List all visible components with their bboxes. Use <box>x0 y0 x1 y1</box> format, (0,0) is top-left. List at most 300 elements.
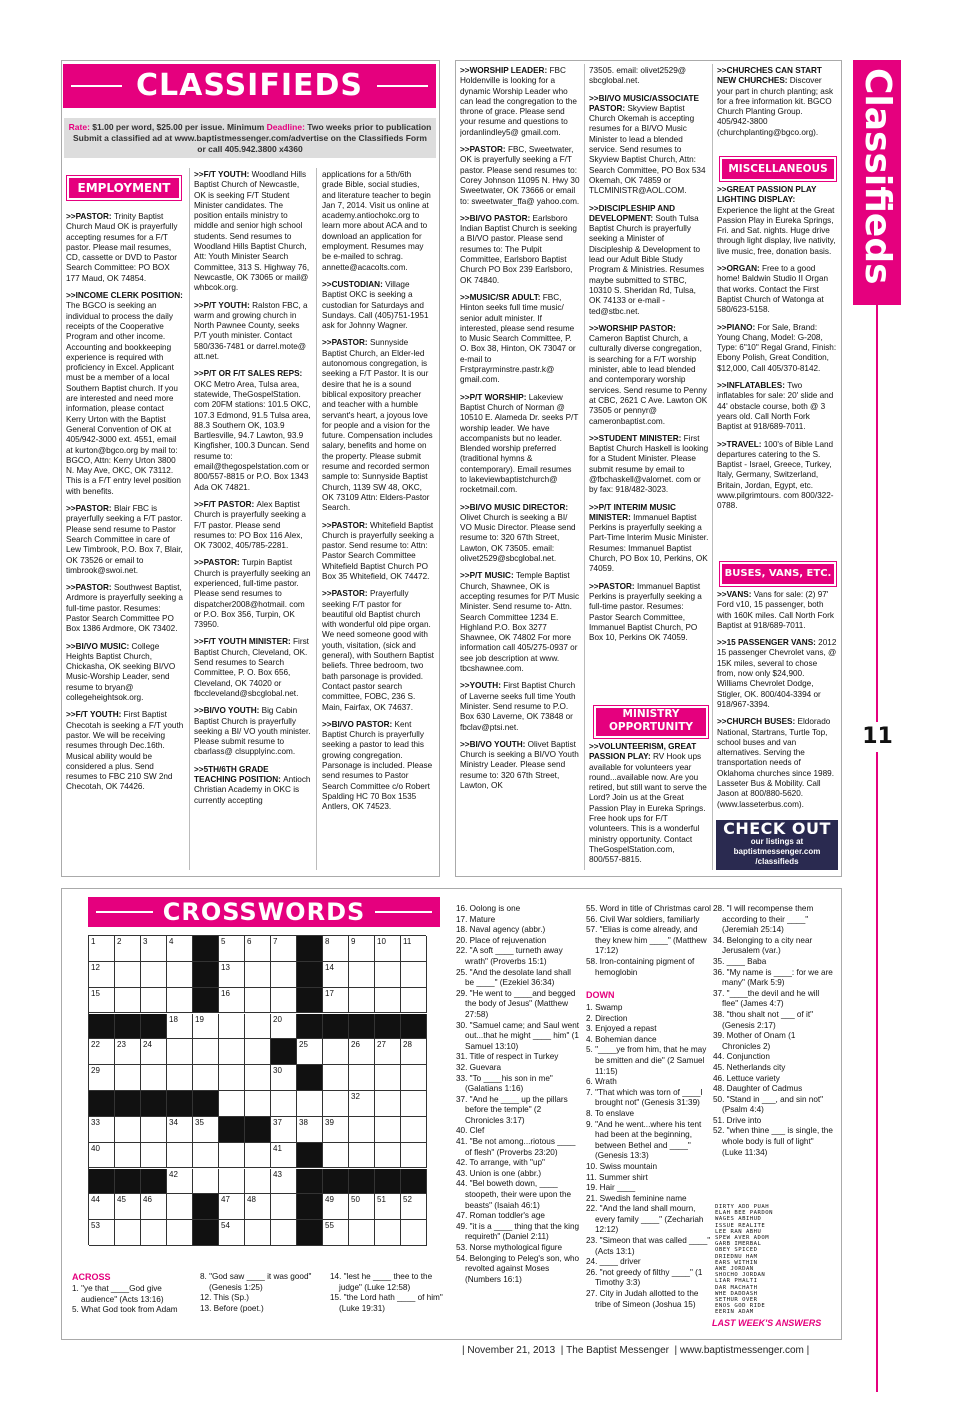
grid-cell[interactable]: 55 <box>323 1220 349 1246</box>
grid-cell[interactable] <box>245 1091 271 1117</box>
classified-ad <box>717 66 837 138</box>
clue: 27. City in Judah allotted to the tribe of Simeon (Joshua 15) <box>586 1289 699 1309</box>
ad-body: Eldorado National, Startrans, Turtle Top, school buses and van alternatives. Serving the transportation needs of Oklahoma churches since 1989. Lasseter Bus & Mobility. Call Jason at 800/880-5620. (www.lasseterbus.com). <box>717 717 834 809</box>
ad-body: Village Baptist OKC is seeking a custodian for Saturdays and Sundays. Call (405)751-1951 ask for Johnny Wagner. <box>322 279 429 331</box>
ad-heading: >>15 PASSENGER VANS: <box>717 638 819 648</box>
grid-cell[interactable]: 27 <box>375 1039 401 1065</box>
across-label: ACROSS <box>72 1272 111 1282</box>
ad-heading: >>YOUTH: <box>460 681 504 691</box>
grid-cell[interactable]: 16 <box>219 988 245 1014</box>
grid-cell[interactable] <box>141 962 167 988</box>
clue: 24. ____ driver <box>586 1257 641 1267</box>
answer-row: DRIEDNU HAM <box>715 1253 758 1260</box>
ad-heading: >>F/T YOUTH MINISTER: <box>194 637 294 647</box>
grid-cell[interactable] <box>349 1143 375 1169</box>
clue: 1. Swamp <box>586 1003 623 1012</box>
grid-cell[interactable] <box>245 1014 271 1040</box>
grid-cell[interactable]: 52 <box>401 1194 427 1220</box>
classified-ad <box>717 590 837 631</box>
clue: 14. "lest he ____ thee to the judge" (Luke 12:58) <box>330 1272 433 1292</box>
grid-cell[interactable]: 28 <box>401 1039 427 1065</box>
grid-cell[interactable] <box>245 962 271 988</box>
grid-cell[interactable] <box>141 1143 167 1169</box>
ad-body: FBC Holdenville is looking for a dynamic Worship Leader who can lead the congregation to the throne of grace. Please send your resume and questions to jordanlindley5@ gmail.com. <box>460 66 577 137</box>
ad-heading: >>PASTOR: <box>66 212 114 221</box>
answer-row: ISSUE REALITE <box>715 1222 766 1229</box>
miscellaneous-header: MISCELLANEOUS <box>720 157 836 181</box>
ad-body: 100's of Bible Land departures catering to the S. Baptist - Israel, Greece, Turkey, Italy, Germany, Switzerland, Britain, Jordan, Egypt, etc. www.pilgrimtours. com 800/322-0788. <box>717 439 834 511</box>
grid-block <box>297 962 323 988</box>
clue: 48. Daughter of Cadmus <box>713 1084 803 1094</box>
grid-cell[interactable] <box>323 1091 349 1117</box>
grid-cell[interactable] <box>271 1220 297 1246</box>
ad-body: Sunnyside Baptist Church, an Elder-led autonomous congregation, is seeking a F/T Pastor. It is our desire that he is a sound biblical expository preacher and teacher with a humble servant's heart, a joyous love for people and a vision for the future. Compensation includes salary, benefits and home on the property. Please submit resume and recorded sermon sample to: Sunnyside Baptist Church, 1139 SW 48, OKC, OK 73109 Attn: Elders-Pastor Search. <box>322 338 433 513</box>
ad-body: RV Hook ups available for volunteers year round...available now. Are you retired, but still want to serve the Lord? Join us at the Great Passion Play in Eureka Springs. Free hook ups for F/T volunteers. This is a wonderful ministry opportunity. Contact TheGospelStation.com, 800/557-8815. <box>589 752 707 865</box>
grid-block <box>297 1220 323 1246</box>
grid-cell[interactable] <box>245 1169 271 1195</box>
grid-block <box>349 1169 375 1195</box>
grid-cell[interactable] <box>167 988 193 1014</box>
grid-cell[interactable]: 15 <box>89 988 115 1014</box>
deadline-label: Deadline: <box>266 122 305 132</box>
grid-block <box>141 1169 167 1195</box>
grid-cell[interactable]: 18 <box>167 1014 193 1040</box>
grid-cell[interactable] <box>141 1220 167 1246</box>
clue: 44. Conjunction <box>713 1052 770 1062</box>
ad-body: Lakeview Baptist Church of Norman @ 10510 E. Alameda Dr. seeks P/T worship leader. We have accompanists but no leader. Blended worship preferred (traditional hymns & contemporary). Email resumes to lakeviewbaptistchurch@ rocketmail.com. <box>460 392 579 495</box>
ad-body: applications for a 5th/6th grade Bible, social studies, and literature teacher to begin Jan 7, 2014. Visit us online at academy.antiochokc.org to learn more about ACA and to download an application for employment. Resumes may be e-mailed to schrag. annette@acacolts.com. <box>322 170 431 272</box>
grid-cell[interactable] <box>401 1091 427 1117</box>
grid-cell[interactable]: 1 <box>89 936 115 962</box>
clue: 37. "And he ____ up the pillars before the temple" (2 Chronicles 3:17) <box>456 1094 568 1125</box>
ad-body: Kent Baptist Church is prayerfully seeking a pastor to lead this growing congregation. Parsonage is included. Please send resumes to Pastor Search Committee c/o Robert Spalding HC 70 Box 1535 Antlers, OK 74523. <box>322 719 433 812</box>
ad-heading: >>VOLUNTEERISM, GREAT PASSION PLAY: <box>589 742 697 762</box>
classified-ad <box>717 440 837 512</box>
grid-cell[interactable]: 30 <box>271 1065 297 1091</box>
grid-cell[interactable] <box>271 1091 297 1117</box>
grid-cell[interactable]: 47 <box>219 1194 245 1220</box>
down-label: DOWN <box>586 990 615 1000</box>
checkout-line3: /classifieds <box>755 857 799 866</box>
ad-body: Big Cabin Baptist Church is prayerfully seeking a BI/ VO youth minister. Please submit resume to cbarlass@ clsupplyinc.com. <box>194 706 311 757</box>
grid-cell[interactable]: 42 <box>167 1169 193 1195</box>
classified-ad <box>322 720 434 813</box>
grid-cell[interactable] <box>323 1065 349 1091</box>
grid-cell[interactable] <box>167 1143 193 1169</box>
classified-ad <box>589 434 709 496</box>
grid-block <box>297 988 323 1014</box>
grid-cell[interactable]: 39 <box>323 1117 349 1143</box>
grid-cell[interactable]: 10 <box>375 936 401 962</box>
grid-cell[interactable] <box>167 1039 193 1065</box>
classified-ad <box>194 765 312 806</box>
clue: 41. "Be not among...riotous ____ of flesh" (Proverbs 23:20) <box>456 1137 576 1157</box>
clue: 40. Clef <box>456 1126 485 1136</box>
clue: 54. Belonging to Peleg's son, who revolted against Moses (Numbers 16:1) <box>456 1253 580 1284</box>
grid-cell[interactable] <box>349 962 375 988</box>
grid-cell[interactable]: 48 <box>245 1194 271 1220</box>
grid-cell[interactable] <box>115 1143 141 1169</box>
grid-cell[interactable]: 33 <box>89 1117 115 1143</box>
classified-ad <box>589 503 709 575</box>
clue: 16. Oolong is one <box>456 904 521 913</box>
grid-cell[interactable]: 41 <box>271 1143 297 1169</box>
ad-heading: >>INFLATABLES: <box>717 381 788 391</box>
grid-cell[interactable]: 25 <box>297 1039 323 1065</box>
clue: 31. Title of respect in Turkey <box>456 1052 559 1062</box>
grid-cell[interactable] <box>245 1065 271 1091</box>
classified-ad <box>589 742 709 866</box>
answer-row: WHE DADDASH <box>715 1290 758 1297</box>
last-week-answers-grid <box>715 1204 827 1316</box>
grid-cell[interactable]: 5 <box>219 936 245 962</box>
grid-cell[interactable]: 12 <box>89 962 115 988</box>
grid-cell[interactable] <box>245 988 271 1014</box>
grid-block <box>193 1220 219 1246</box>
grid-block <box>89 1091 115 1117</box>
grid-cell[interactable]: 23 <box>115 1039 141 1065</box>
ad-heading: >>BI/VO PASTOR: <box>322 719 395 729</box>
grid-cell[interactable]: 43 <box>271 1169 297 1195</box>
classified-ad <box>194 558 312 630</box>
clue: 57. "Elias is come already, and they knew him ____" (Matthew 17:12) <box>586 925 707 956</box>
classified-ad <box>717 323 837 374</box>
clue: 32. Guevara <box>456 1062 502 1072</box>
clue: 8. "God saw ____ it was good" (Genesis 1:25) <box>200 1272 312 1292</box>
ad-heading: >>PASTOR: <box>194 558 242 568</box>
grid-cell[interactable]: 7 <box>271 936 297 962</box>
classified-ad <box>322 589 434 713</box>
grid-cell[interactable] <box>401 1065 427 1091</box>
ad-body: Immanuel Baptist Perkins is prayerfully seeking a full-time pastor. Resumes: Pastor Search Committee, Immanuel Baptist Church, PO Box 10, Perkins OK 74059. <box>589 581 702 643</box>
grid-cell[interactable]: 8 <box>323 936 349 962</box>
grid-cell[interactable] <box>167 1194 193 1220</box>
grid-cell[interactable]: 46 <box>141 1194 167 1220</box>
grid-cell[interactable]: 45 <box>115 1194 141 1220</box>
ad-heading: >>PASTOR: <box>322 520 370 530</box>
classified-column-6a <box>717 66 837 156</box>
ad-body: The BGCO is seeking an individual to process the daily receipts of the Cooperative Program and other income. Accounting and bookkeeping experience is required with proficiency in Excel. Applicant must be a member of a local Southern Baptist church. If you are interested and need more information, please contact Kerry Urton with the Baptist General Convention of OK at 405/942-3000 ext. 4551, email at kurton@bgco.org by mail to: BGCO, Attn: Kerry Urton 3800 N. May Ave, OKC, OK 73112. This is a F/T entry level position with benefits. <box>66 301 181 496</box>
classified-ad <box>66 710 184 792</box>
grid-cell[interactable]: 49 <box>323 1194 349 1220</box>
footer: | November 21, 2013 | The Baptist Messenger | www.baptistmessenger.com | <box>462 1345 810 1356</box>
grid-cell[interactable]: 3 <box>141 936 167 962</box>
grid-block <box>193 962 219 988</box>
ad-body: Southwest Baptist, Ardmore is prayerfully seeking a full-time pastor. Resumes: Pastor Search Committee PO Box 1386 Ardmore, OK 73402. <box>66 583 183 634</box>
grid-cell[interactable] <box>245 1143 271 1169</box>
grid-cell[interactable]: 37 <box>271 1117 297 1143</box>
grid-cell[interactable] <box>375 962 401 988</box>
clue: 52. "when thine ___ is single, the whole body is full of light" (Luke 11:34) <box>713 1126 833 1157</box>
checkout-line1: our listings at <box>750 837 804 846</box>
grid-cell[interactable] <box>219 1014 245 1040</box>
answer-row: DAR MACHATH <box>715 1284 758 1291</box>
grid-cell[interactable] <box>193 1039 219 1065</box>
ad-body: OKC Metro Area, Tulsa area, statewide, TheGospelStation. com 20FM stations: 101.5 OKC, 107.3 Edmond, 91.5 Tulsa area, 88.3 Southern OK, 103.9 Bartlesville, 94.7 Lawton, 93.9 Kingfisher, 100.3 Duncan. Send resume to: email@thegospelstation.com or 800/557-8815 or P.O. Box 1343 Ada OK 74821. <box>194 379 311 492</box>
ad-body: First Baptist Church of Laverne seeks full time Youth Minister. Send resume to P.O. Box 630 Laverne, OK 73848 or fbclav@ptsi.net. <box>460 681 576 732</box>
grid-cell[interactable] <box>401 962 427 988</box>
ad-body: College Heights Baptist Church, Chickasha, OK seeking BI/VO Music-Worship Leader, send resume to bryan@ collegeheightsok.org. <box>66 641 176 703</box>
grid-cell[interactable] <box>375 1091 401 1117</box>
ad-body: Whitefield Baptist Church is prayerfully seeking a pastor. Send resume to: Attn: Pastor Search Committee Whitefield Baptist Church PO Box 35 Whitefield, OK 74472. <box>322 520 434 581</box>
answer-row: SPEW AVER ADOM <box>715 1235 770 1242</box>
grid-cell[interactable]: 2 <box>115 936 141 962</box>
side-rule <box>876 305 878 735</box>
side-title: Classifieds <box>857 68 898 285</box>
grid-cell[interactable] <box>219 1039 245 1065</box>
classified-ad <box>66 291 184 497</box>
grid-cell[interactable] <box>115 1220 141 1246</box>
answer-row: EARS WITHIN <box>715 1259 758 1266</box>
grid-cell[interactable] <box>375 988 401 1014</box>
answer-row: OBEY SPICED <box>715 1247 758 1254</box>
clue-column-2a <box>586 904 711 978</box>
classified-ad <box>322 280 434 331</box>
classified-ad <box>66 642 184 704</box>
grid-cell[interactable]: 13 <box>219 962 245 988</box>
answer-row: ELAH BEE PARDON <box>715 1210 774 1217</box>
grid-cell[interactable]: 4 <box>167 936 193 962</box>
grid-cell[interactable] <box>271 988 297 1014</box>
answers-label: LAST WEEK'S ANSWERS <box>712 1318 822 1328</box>
clue-column-1 <box>456 904 581 1285</box>
clue: 38. "thou shalt not ___ of it" (Genesis 2:17) <box>713 1009 814 1030</box>
footer-paper: The Baptist Messenger <box>566 1345 669 1356</box>
ad-heading: >>PASTOR: <box>322 589 370 599</box>
clue: 37. "____the devil and he will flee" (James 4:7) <box>713 988 820 1009</box>
rate-box <box>64 118 436 158</box>
classified-ad <box>589 66 709 87</box>
grid-block <box>271 1039 297 1065</box>
clue: 10. Swiss mountain <box>586 1161 657 1171</box>
rate-line2: Submit a classified ad at www.baptistmessenger.com/advertise on the Classifieds Form <box>73 133 427 143</box>
clue: 20. Place of rejuvenation <box>456 935 547 945</box>
grid-cell[interactable] <box>115 988 141 1014</box>
ad-heading: >>CUSTODIAN: <box>322 279 386 289</box>
ad-body: Olivet Baptist Church is seeking a BI/VO Youth Ministry Leader. Please send resume to: 320 67th Street, Lawton, OK <box>460 739 579 790</box>
grid-cell[interactable] <box>323 1039 349 1065</box>
classified-ad <box>66 583 184 634</box>
clue: 18. Naval agency (abbr.) <box>456 925 546 935</box>
classified-ad <box>717 185 837 257</box>
grid-cell[interactable] <box>167 1065 193 1091</box>
grid-cell[interactable]: 11 <box>401 936 427 962</box>
grid-cell[interactable]: 35 <box>193 1117 219 1143</box>
grid-block <box>193 1091 219 1117</box>
ad-body: Immanuel Baptist Perkins is prayerfully seeking a Part-Time Interim Music Minister. Resumes: Immanuel Baptist Church, PO Box 10, Perkins, OK 74059. <box>589 512 709 574</box>
grid-cell[interactable] <box>115 1117 141 1143</box>
clue: 33. "To ____his son in me" (Galatians 1:16) <box>456 1073 553 1094</box>
grid-cell[interactable] <box>297 1091 323 1117</box>
ad-heading: >>DISCIPLESHIP AND DEVELOPMENT: <box>589 203 675 223</box>
classified-ad <box>460 145 580 207</box>
grid-cell[interactable] <box>349 1065 375 1091</box>
grid-cell[interactable] <box>349 988 375 1014</box>
grid-cell[interactable]: 51 <box>375 1194 401 1220</box>
ad-body: Temple Baptist Church, Shawnee, OK is accepting resumes for P/T Music Minister. Send resume to- Attn. Search Committee 1234 E. Highland P.O. Box 3277 Shawnee, OK 74802 For more information call 405/275-0937 or see job description at www. tbcshawnee.com. <box>460 571 580 674</box>
clue: 53. Norse mythological figure <box>456 1243 563 1252</box>
rate-label: Rate: <box>68 122 90 132</box>
grid-block <box>297 1194 323 1220</box>
grid-cell[interactable] <box>375 1143 401 1169</box>
grid-block <box>297 1169 323 1195</box>
ad-body: 73505. email: olivet2529@ sbcglobal.net. <box>589 66 687 86</box>
clue: 13. Before (poet.) <box>200 1303 264 1313</box>
grid-cell[interactable] <box>323 1143 349 1169</box>
ad-body: FBC, Hinton seeks full time music/ senior adult minister. If interested, please send resume to Music Search Committee, P. O. Box 38, Hinton, OK 73047 or e-mail to Frstprayrminstre.pastr.k@ gmail.com. <box>460 292 576 385</box>
ad-heading: >>P/T INTERIM MUSIC MINISTER: <box>589 502 676 522</box>
grid-cell[interactable] <box>245 1220 271 1246</box>
grid-cell[interactable]: 17 <box>323 988 349 1014</box>
grid-cell[interactable]: 50 <box>349 1194 375 1220</box>
footer-url[interactable]: www.baptistmessenger.com <box>679 1345 804 1356</box>
grid-cell[interactable] <box>193 1065 219 1091</box>
classified-column-2 <box>194 170 312 872</box>
classified-column-5 <box>589 66 709 702</box>
grid-cell[interactable] <box>375 1065 401 1091</box>
grid-block <box>323 1169 349 1195</box>
clue-column-3 <box>713 904 835 1158</box>
grid-cell[interactable]: 32 <box>349 1091 375 1117</box>
ad-heading: >>BI/VO YOUTH: <box>460 739 528 749</box>
ad-heading: >>PASTOR: <box>460 145 508 155</box>
grid-cell[interactable]: 53 <box>89 1220 115 1246</box>
answer-row: LIAR PHALTI <box>715 1278 758 1285</box>
column-rule <box>712 64 713 870</box>
grid-block <box>193 936 219 962</box>
ad-heading: >>5TH/6TH GRADE TEACHING POSITION: <box>194 764 284 785</box>
grid-cell[interactable] <box>141 988 167 1014</box>
classified-ad <box>717 264 837 315</box>
checkout-box[interactable] <box>716 820 838 870</box>
grid-cell[interactable] <box>401 1117 427 1143</box>
ad-heading: >>F/T PASTOR: <box>194 499 257 509</box>
clue: 7. "That which was torn of ____I brought not" (Genesis 31:39) <box>586 1087 703 1108</box>
grid-cell[interactable]: 38 <box>297 1117 323 1143</box>
grid-block <box>89 1014 115 1040</box>
grid-cell[interactable]: 22 <box>89 1039 115 1065</box>
grid-cell[interactable] <box>349 1220 375 1246</box>
classified-ad <box>66 212 184 284</box>
ad-heading: >>ORGAN: <box>717 264 763 274</box>
grid-block <box>141 1014 167 1040</box>
grid-cell[interactable] <box>245 1039 271 1065</box>
grid-cell[interactable]: 29 <box>89 1065 115 1091</box>
side-rule-lower <box>876 752 878 1392</box>
grid-cell[interactable] <box>349 1117 375 1143</box>
grid-cell[interactable]: 14 <box>323 962 349 988</box>
clue: 42. To arrange, with "up" <box>456 1158 545 1168</box>
ad-body: Blair FBC is prayerfully seeking a F/T pastor. Please send resume to Pastor Search Committee in care of Lew Timbrook, P.O. Box 7, Blair, OK 73526 or email to timbrook@swoi.net. <box>66 504 183 575</box>
crossword-title: CROSSWORDS <box>88 897 440 927</box>
ad-body: Earlsboro Indian Baptist Church is seeking a BI/VO pastor. Please send resumes to: The Pulpit Committee, Earlsboro Baptist Church PO Box 239 Earlsboro, OK 74840. <box>460 213 577 285</box>
grid-cell[interactable] <box>401 988 427 1014</box>
classified-ad <box>194 706 312 757</box>
grid-cell[interactable]: 6 <box>245 936 271 962</box>
grid-block <box>401 1169 427 1195</box>
ad-heading: >>PASTOR: <box>66 504 114 514</box>
grid-cell[interactable] <box>375 1117 401 1143</box>
grid-cell[interactable] <box>167 962 193 988</box>
ad-heading: >>PASTOR: <box>589 581 637 591</box>
grid-cell[interactable] <box>193 1169 219 1195</box>
grid-cell[interactable] <box>401 1220 427 1246</box>
grid-cell[interactable]: 20 <box>271 1014 297 1040</box>
classified-ad <box>460 66 580 138</box>
grid-cell[interactable] <box>401 1143 427 1169</box>
grid-block <box>219 1117 245 1143</box>
grid-cell[interactable]: 9 <box>349 936 375 962</box>
grid-cell[interactable] <box>167 1220 193 1246</box>
ad-heading: >>VANS: <box>717 590 754 599</box>
grid-cell[interactable]: 26 <box>349 1039 375 1065</box>
answer-row: ENOS GOD RIDE <box>715 1303 766 1310</box>
grid-cell[interactable]: 19 <box>193 1014 219 1040</box>
grid-cell[interactable]: 44 <box>89 1194 115 1220</box>
grid-cell[interactable]: 40 <box>89 1143 115 1169</box>
grid-cell[interactable] <box>219 1169 245 1195</box>
grid-block <box>297 936 323 962</box>
grid-cell[interactable] <box>115 1065 141 1091</box>
clue: 44. "Bel boweth down, ____ stoopeth, their were upon the beasts" (Isaiah 46:1) <box>456 1179 572 1210</box>
clue: 11. Summer shirt <box>586 1172 648 1182</box>
classified-ad <box>717 717 837 810</box>
grid-cell[interactable] <box>219 1065 245 1091</box>
deadline-text: Two weeks prior to publication <box>307 122 432 132</box>
grid-block <box>297 1014 323 1040</box>
ad-body: Free to a good home! Baldwin Studio II Organ that works. Contact the First Baptist Church of Watonga at 580/623-5158. <box>717 264 829 315</box>
classified-ad <box>66 504 184 576</box>
grid-cell[interactable] <box>141 1117 167 1143</box>
grid-cell[interactable] <box>219 1143 245 1169</box>
clue: 50. "Stand in ___, and sin not" (Psalm 4:4) <box>713 1094 824 1115</box>
clue: 26. "not greedy of filthy ____" (1 Timothy 3:3) <box>586 1267 703 1288</box>
ad-body: Cameron Baptist Church, a culturally diverse congregation, is searching for a F/T worship minister, able to lead blended and contemporary worship services. Send resume to Penny at CBC, 2621 C Ave. Lawton OK 73505 or pennyr@ cameronbaptist.com. <box>589 334 708 426</box>
across-clues-c <box>330 1272 445 1314</box>
clue: 3. Enjoyed a repast <box>586 1024 657 1034</box>
classified-column-3 <box>322 170 434 872</box>
grid-cell[interactable] <box>271 962 297 988</box>
classified-ad <box>194 369 312 493</box>
grid-cell[interactable]: 54 <box>219 1220 245 1246</box>
ad-body: First Baptist Checotah is seeking a F/T youth pastor. We will be receiving resumes through Dec.16th. Musical ability would be considered a plus. Send resumes to FBC 210 SW 2nd Checotah, OK 74426. <box>66 710 184 792</box>
grid-cell[interactable]: 34 <box>167 1117 193 1143</box>
clue: 29. "He went to ____and begged the body of Jesus" (Matthew 27:58) <box>456 988 576 1019</box>
grid-cell[interactable] <box>193 1143 219 1169</box>
grid-cell[interactable] <box>141 1065 167 1091</box>
ad-heading: >>GREAT PASSION PLAY LIGHTING DISPLAY: <box>717 185 817 205</box>
ad-heading: >>P/T OR F/T SALES REPS: <box>194 369 303 379</box>
clue: 28. "I will recompense them according to their ____" (Jeremiah 25:14) <box>713 904 814 935</box>
classified-ad <box>460 571 580 674</box>
ad-body: First Baptist Church, Cleveland, OK. Send resumes to Search Committee, P. O. Box 656, Cleveland, OK 74020 or fbccleveland@sbcglobal.net. <box>194 637 309 698</box>
classified-ad <box>717 638 837 710</box>
grid-block <box>193 1194 219 1220</box>
clue: 23. "Simeon that was called ____" (Acts 13:1) <box>586 1236 711 1256</box>
ministry-opportunity-header: MINISTRY OPPORTUNITY <box>594 706 708 738</box>
grid-cell[interactable] <box>219 1091 245 1117</box>
grid-cell[interactable] <box>375 1220 401 1246</box>
clue: 55. Word in title of Christmas carol <box>586 904 711 913</box>
ad-heading: >>BI/VO MUSIC DIRECTOR: <box>460 502 569 512</box>
ad-heading: >>INCOME CLERK POSITION: <box>66 291 183 301</box>
grid-cell[interactable] <box>115 962 141 988</box>
ad-body: Experience the light at the Great Passion Play in Eureka Springs, Fri. and Sat. nights. Huge drive through light display, live nativity, live music, free, donation basis. <box>717 205 836 256</box>
clue: 15. "the Lord hath ____ of him" (Luke 19:31) <box>330 1293 443 1313</box>
classified-column-6b <box>717 185 837 560</box>
grid-cell[interactable]: 24 <box>141 1039 167 1065</box>
grid-cell[interactable] <box>271 1194 297 1220</box>
